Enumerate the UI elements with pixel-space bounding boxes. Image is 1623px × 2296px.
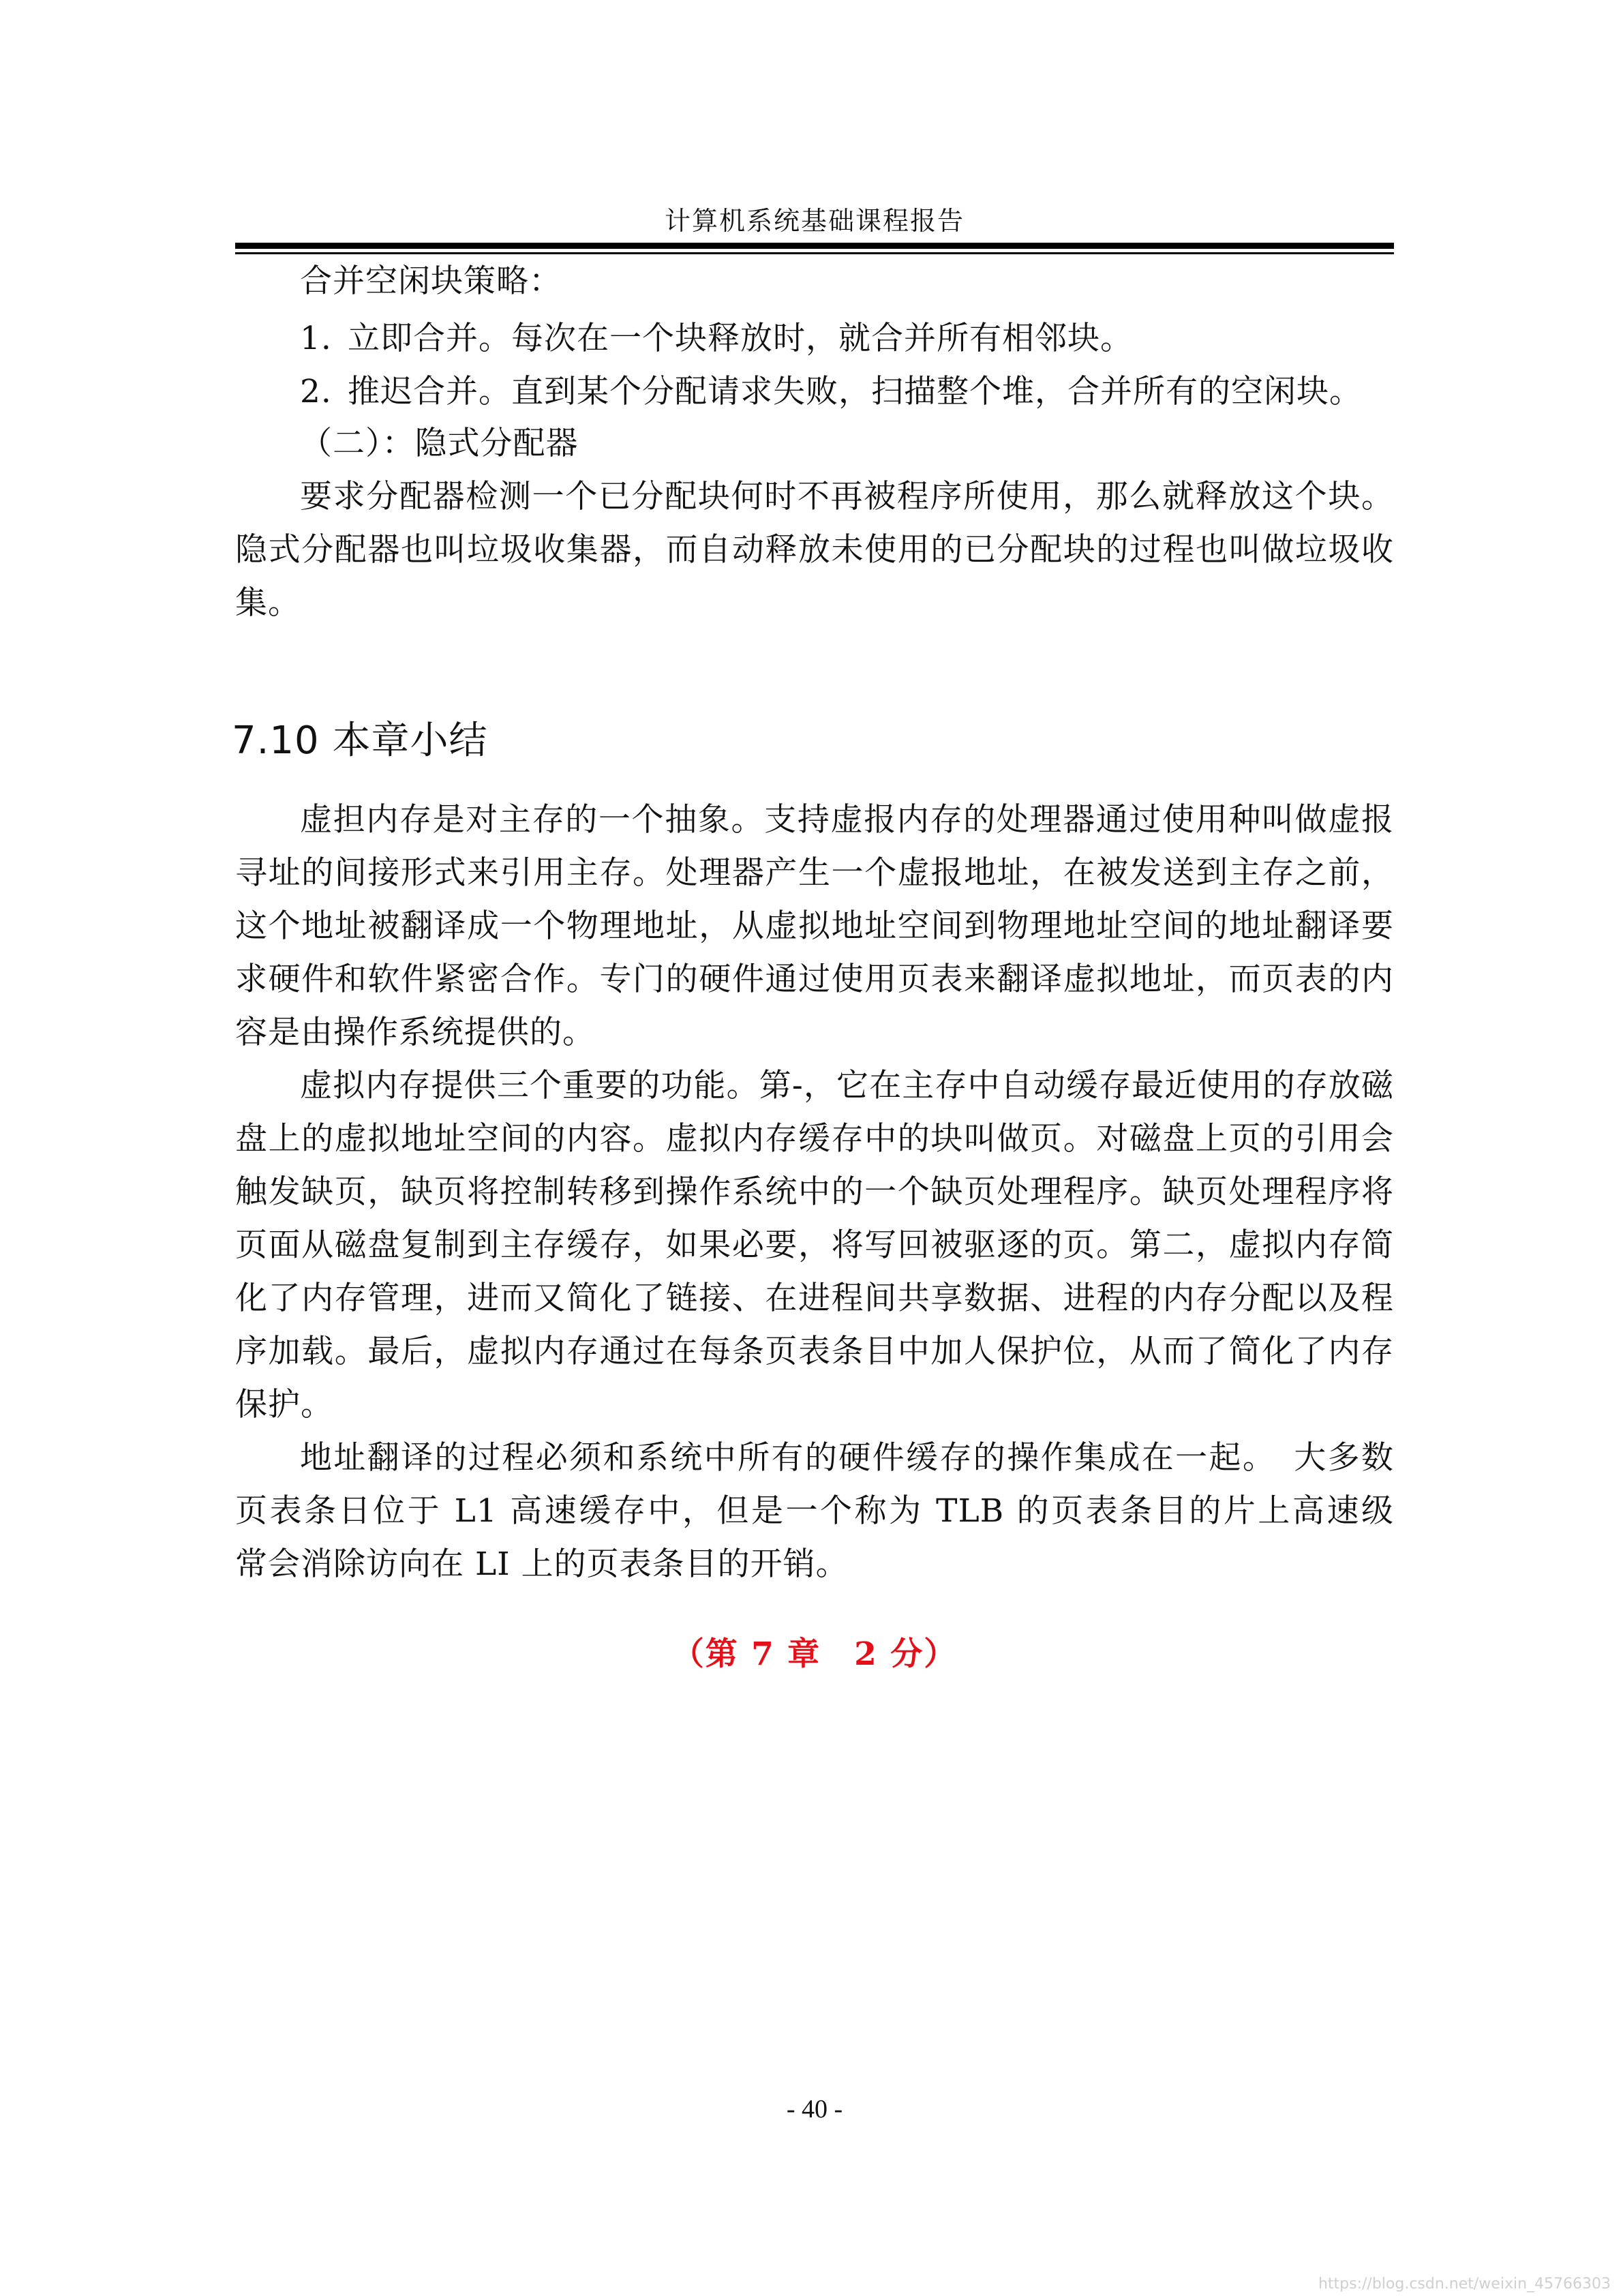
paragraph-line: 求硬件和软件紧密合作。专门的硬件通过使用页表来翻译虚拟地址，而页表的内 xyxy=(235,961,1394,998)
paragraph-line: 地址翻译的过程必须和系统中所有的硬件缓存的操作集成在一起。 大多数 xyxy=(300,1439,1394,1477)
paragraph-line: 页表条日位于 L1 高速缓存中，但是一个称为 TLB 的页表条目的片上高速级 xyxy=(235,1492,1394,1530)
merge-item-number: 1. xyxy=(300,320,332,357)
paragraph-line: 寻址的间接形式来引用主存。处理器产生一个虚报地址，在被发送到主存之前， xyxy=(235,854,1394,892)
running-header-title: 计算机系统基础课程报告 xyxy=(664,206,965,236)
merge-item-text: 推迟合并。直到某个分配请求失败，扫描整个堆，合并所有的空闲块。 xyxy=(348,373,1362,410)
paragraph-line: 要求分配器检测一个已分配块何时不再被程序所使用，那么就释放这个块。 xyxy=(300,478,1394,515)
paragraph-line: 常会消除访向在 LI 上的页表条目的开销。 xyxy=(235,1545,849,1583)
merge-item-number: 2. xyxy=(300,373,332,410)
paragraph-line: 虚拟内存提供三个重要的功能。第-，它在主存中自动缓存最近使用的存放磁 xyxy=(300,1067,1394,1104)
merge-item xyxy=(300,365,1394,419)
paragraph-line: 盘上的虚拟地址空间的内容。虚拟内存缓存中的块叫做页。对磁盘上页的引用会 xyxy=(235,1120,1394,1158)
paragraph-line: 这个地址被翻译成一个物理地址，从虚拟地址空间到物理地址空间的地址翻译要 xyxy=(235,907,1394,945)
merge-item xyxy=(300,312,1394,365)
paragraph-line: 页面从磁盘复制到主存缓存，如果必要，将写回被驱逐的页。第二，虚拟内存简 xyxy=(235,1226,1394,1264)
paragraph-line: 虚担内存是对主存的一个抽象。支持虚报内存的处理器通过使用种叫做虚报 xyxy=(300,801,1394,839)
page-number: - 40 - xyxy=(786,2095,843,2124)
merge-item-text: 立即合并。每次在一个块释放时，就合并所有相邻块。 xyxy=(348,320,1133,357)
section-title: 7.10 本章小结 xyxy=(232,719,488,763)
paragraph-line: 化了内存管理，进而又简化了链接、在进程间共享数据、进程的内存分配以及程 xyxy=(235,1280,1394,1317)
header-rule-thin xyxy=(235,252,1394,254)
paragraph-line: 保护。 xyxy=(235,1386,333,1423)
paragraph-line: 隐式分配器也叫垃圾收集器，而自动释放未使用的已分配块的过程也叫做垃圾收 xyxy=(235,531,1394,569)
implicit-allocator-heading: （二）：隐式分配器 xyxy=(300,425,579,462)
chapter-score: （第 7 章 2 分） xyxy=(671,1635,958,1673)
header-rule-thick xyxy=(235,243,1394,249)
paragraph-line: 触发缺页，缺页将控制转移到操作系统中的一个缺页处理程序。缺页处理程序将 xyxy=(235,1173,1394,1211)
paragraph-line: 容是由操作系统提供的。 xyxy=(235,1014,595,1051)
paragraph-line: 序加载。最后，虚拟内存通过在每条页表条目中加人保护位，从而了简化了内存 xyxy=(235,1333,1394,1370)
watermark-url: https://blog.csdn.net/weixin_45766303 xyxy=(1318,2276,1611,2293)
paragraph-line: 集。 xyxy=(235,584,301,622)
merge-strategy-heading: 合并空闲块策略： xyxy=(300,262,562,300)
